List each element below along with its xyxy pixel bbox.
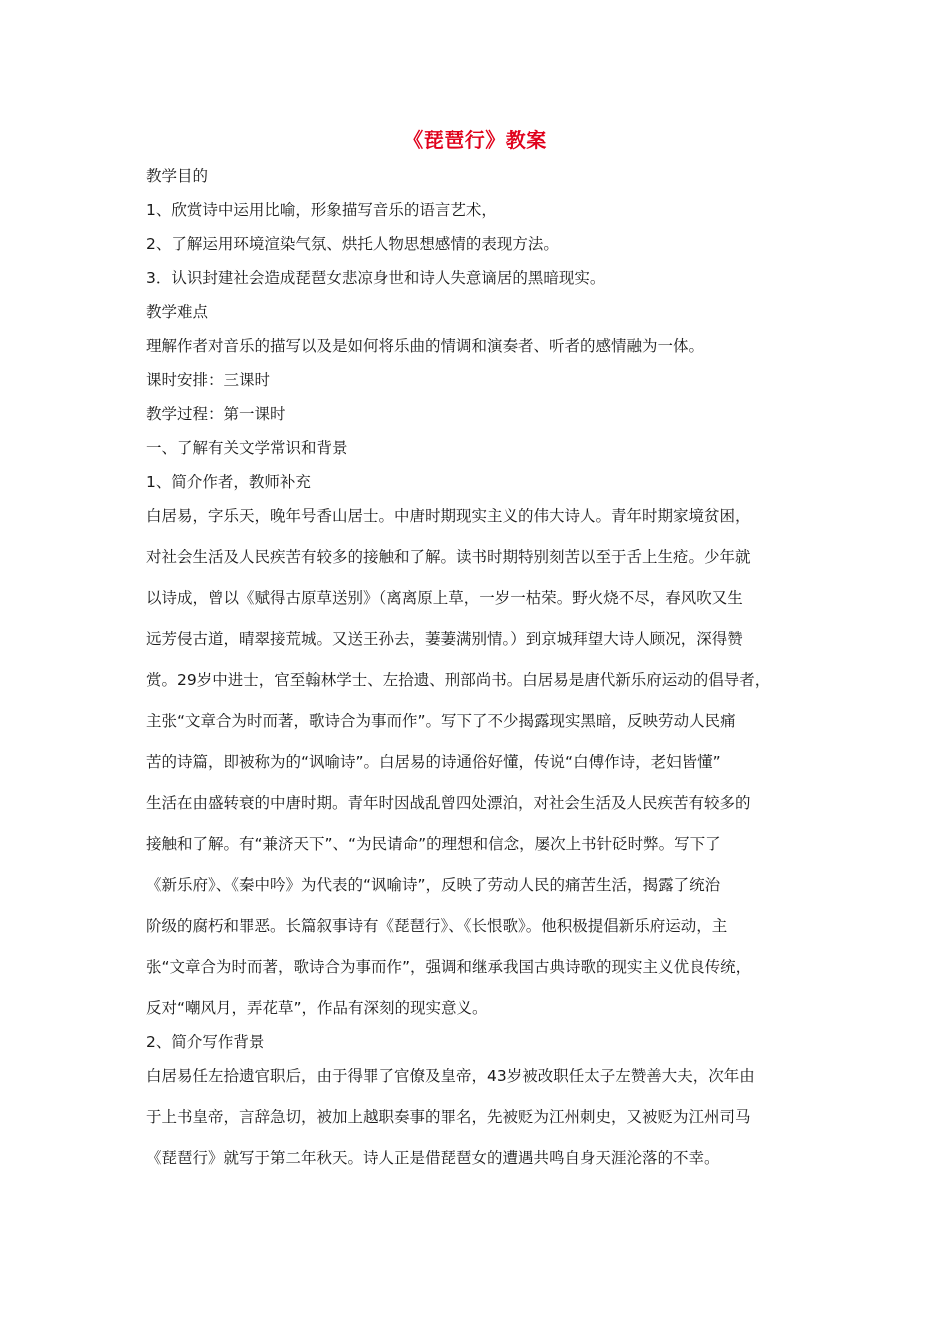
background-paragraph-line: 白居易任左拾遗官职后，由于得罪了官僚及皇帝，43岁被改职任太子左赞善大夫，次年由 (146, 1067, 755, 1085)
goal-item-3: 3．认识封建社会造成琵琶女悲凉身世和诗人失意谪居的黑暗现实。 (146, 269, 606, 287)
heading-teaching-difficulty: 教学难点 (146, 303, 209, 321)
author-paragraph-line: 远芳侵古道，晴翠接荒城。又送王孙去，萋萋满别情。）到京城拜望大诗人顾况，深得赞 (146, 630, 743, 648)
author-paragraph-line: 生活在由盛转衰的中唐时期。青年时因战乱曾四处漂泊，对社会生活及人民疾苦有较多的 (146, 794, 751, 812)
background-paragraph-line: 《琵琶行》就写于第二年秋天。诗人正是借琵琶女的遭遇共鸣自身天涯沦落的不幸。 (146, 1149, 720, 1167)
difficulty-text: 理解作者对音乐的描写以及是如何将乐曲的情调和演奏者、听者的感情融为一体。 (146, 337, 705, 355)
background-paragraph-line: 于上书皇帝，言辞急切，被加上越职奏事的罪名，先被贬为江州刺史，又被贬为江州司马 (146, 1108, 751, 1126)
teaching-process: 教学过程：第一课时 (146, 405, 286, 423)
author-paragraph-line: 接触和了解。有“兼济天下”、“为民请命”的理想和信念，屡次上书针砭时弊。写下了 (146, 835, 721, 853)
author-paragraph-line: 以诗成，曾以《赋得古原草送别》（离离原上草，一岁一枯荣。野火烧不尽，春风吹又生 (146, 589, 743, 607)
heading-teaching-goals: 教学目的 (146, 167, 209, 185)
author-paragraph-line: 阶级的腐朽和罪恶。长篇叙事诗有《琵琶行》、《长恨歌》。他积极提倡新乐府运动，主 (146, 917, 728, 935)
lesson-arrangement: 课时安排：三课时 (146, 371, 271, 389)
subsection-author-heading: 1、简介作者，教师补充 (146, 473, 311, 491)
section-1-heading: 一、了解有关文学常识和背景 (146, 439, 348, 457)
document-body (146, 166, 814, 1189)
goal-item-2: 2、了解运用环境渲染气氛、烘托人物思想感情的表现方法。 (146, 235, 559, 253)
author-paragraph-line: 反对“嘲风月，弄花草”，作品有深刻的现实意义。 (146, 999, 488, 1017)
document-title: 《琵琶行》教案 (403, 128, 547, 152)
author-paragraph-line: 主张“文章合为时而著，歌诗合为事而作”。写下了不少揭露现实黑暗，反映劳动人民痛 (146, 712, 736, 730)
author-paragraph-line: 苦的诗篇，即被称为的“讽喻诗”。白居易的诗通俗好懂，传说“白傅作诗，老妇皆懂” (146, 753, 721, 771)
author-paragraph-line: 对社会生活及人民疾苦有较多的接触和了解。读书时期特别刻苦以至于舌上生疮。少年就 (146, 548, 751, 566)
author-paragraph-line: 赏。29岁中进士，官至翰林学士、左拾遗、刑部尚书。白居易是唐代新乐府运动的倡导者， (146, 671, 771, 689)
author-paragraph-line: 白居易，字乐天，晚年号香山居士。中唐时期现实主义的伟大诗人。青年时期家境贫困， (146, 507, 751, 525)
author-paragraph-line: 《新乐府》、《秦中吟》为代表的“讽喻诗”，反映了劳动人民的痛苦生活，揭露了统治 (146, 876, 721, 894)
author-paragraph-line: 张“文章合为时而著，歌诗合为事而作”，强调和继承我国古典诗歌的现实主义优良传统， (146, 958, 752, 976)
goal-item-1: 1、欣赏诗中运用比喻，形象描写音乐的语言艺术， (146, 201, 497, 219)
subsection-background-heading: 2、简介写作背景 (146, 1033, 265, 1051)
